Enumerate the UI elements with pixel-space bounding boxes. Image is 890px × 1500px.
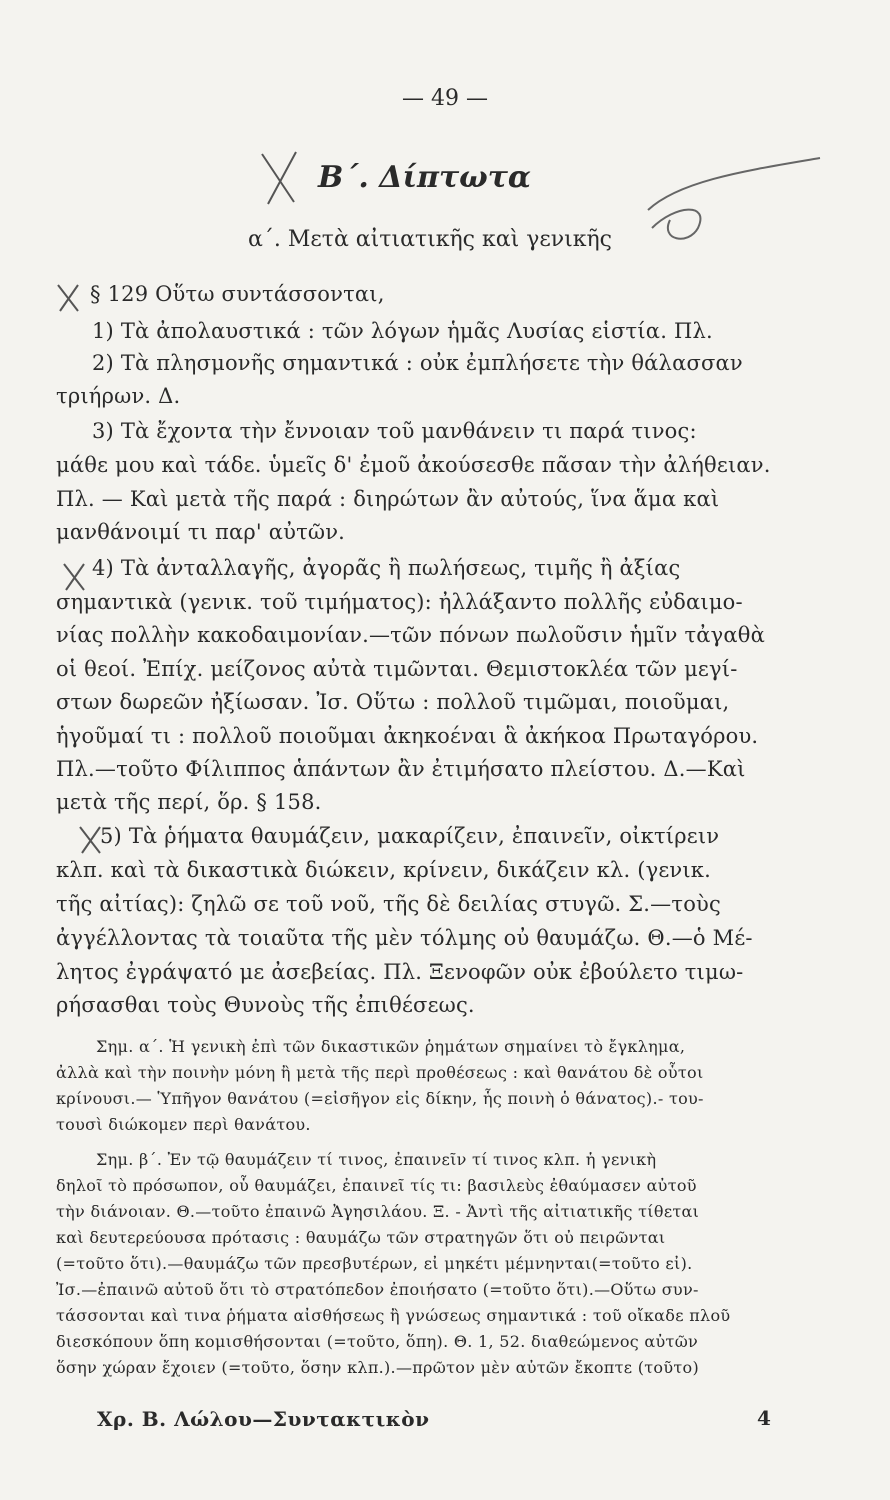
- note-line: Σημ. α΄. Ἡ γενικὴ ἐπὶ τῶν δικαστικῶν ῥημάτων σημαίνει τὸ ἔγκλημα,: [96, 1037, 686, 1056]
- handwritten-x-mark-item4: [60, 560, 90, 594]
- section-subtitle: α΄. Μετὰ αἰτιατικῆς καὶ γενικῆς: [248, 227, 612, 252]
- handwritten-x-mark-129: [54, 281, 84, 315]
- footer-signature: 4: [757, 1406, 771, 1430]
- body-line: κλπ. καὶ τὰ δικαστικὰ διώκειν, κρίνειν, δικάζειν κλ. (γενικ.: [56, 858, 712, 882]
- note-line: ὅσην χώραν ἔχοιεν (=τοῦτο, ὅσην κλπ.).—πρῶτον μὲν αὐτῶν ἔκοπτε (τοῦτο): [56, 1358, 699, 1377]
- note-line: (=τοῦτο ὅτι).—θαυμάζω τῶν πρεσβυτέρων, εἰ μηκέτι μέμνηνται(=τοῦτο εἰ).: [56, 1254, 693, 1273]
- note-line: δηλοῖ τὸ πρόσωπον, οὗ θαυμάζει, ἐπαινεῖ τίς τι: βασιλεὺς ἐθαύμασεν αὐτοῦ: [56, 1176, 697, 1195]
- body-line: μανθάνοιμί τι παρ' αὐτῶν.: [56, 520, 346, 544]
- body-line: ρήσασθαι τοὺς Θυνοὺς τῆς ἐπιθέσεως.: [56, 993, 475, 1017]
- body-line: ἡγοῦμαί τι : πολλοῦ ποιοῦμαι ἀκηκοέναι ἃ ἀκήκοα Πρωταγόρου.: [56, 724, 759, 748]
- body-line: 2) Τὰ πλησμονῆς σημαντικά : οὐκ ἐμπλήσετε τὴν θάλασσαν: [92, 351, 743, 375]
- handwritten-scribble-mark: [640, 150, 830, 250]
- body-line: οἱ θεοί. Ἐπίχ. μείζονος αὐτὰ τιμῶνται. Θεμιστοκλέα τῶν μεγί-: [56, 657, 738, 681]
- section-title: Β΄. Δίπτωτα: [318, 160, 532, 195]
- note-line: καὶ δευτερεύουσα πρότασις : θαυμάζω τῶν στρατηγῶν ὅτι οὐ πειρῶνται: [56, 1228, 666, 1247]
- body-line: μάθε μου καὶ τάδε. ὑμεῖς δ' ἐμοῦ ἀκούσεσθε πᾶσαν τὴν ἀλήθειαν.: [56, 453, 771, 477]
- note-line: τουσὶ διώκομεν περὶ θανάτου.: [56, 1115, 311, 1134]
- handwritten-x-mark-title: [254, 148, 304, 208]
- body-line: § 129 Οὕτω συντάσσονται,: [90, 282, 385, 306]
- note-line: ἀλλὰ καὶ τὴν ποινὴν μόνη ἢ μετὰ τῆς περὶ προθέσεως : καὶ θανάτου δὲ οὗτοι: [56, 1063, 704, 1082]
- body-line: 1) Τὰ ἀπολαυστικά : τῶν λόγων ἡμᾶς Λυσίας εἱστία. Πλ.: [92, 319, 713, 343]
- body-line: σημαντικὰ (γενικ. τοῦ τιμήματος): ἠλλάξαντο πολλῆς εὐδαιμο-: [56, 590, 743, 614]
- body-line: στων δωρεῶν ἠξίωσαν. Ἰσ. Οὕτω : πολλοῦ τιμῶμαι, ποιοῦμαι,: [56, 690, 730, 714]
- note-line: κρίνουσι.— Ὑπῆγον θανάτου (=εἰσῆγον εἰς δίκην, ἧς ποινὴ ὁ θάνατος).- του-: [56, 1089, 704, 1108]
- page-number: — 49 —: [402, 86, 488, 111]
- body-line: 5) Τὰ ῥήματα θαυμάζειν, μακαρίζειν, ἐπαινεῖν, οἰκτίρειν: [100, 824, 720, 848]
- note-line: διεσκόπουν ὅπη κομισθήσονται (=τοῦτο, ὅπη). Θ. 1, 52. διαθεώμενος αὐτῶν: [56, 1332, 699, 1351]
- body-line: μετὰ τῆς περί, ὅρ. § 158.: [56, 790, 322, 814]
- body-line: 3) Τὰ ἔχοντα τὴν ἔννοιαν τοῦ μανθάνειν τι παρά τινος:: [92, 419, 697, 443]
- body-line: λητος ἐγράψατό με ἀσεβείας. Πλ. Ξενοφῶν οὐκ ἐβούλετο τιμω-: [56, 960, 744, 984]
- body-line: τριήρων. Δ.: [56, 384, 181, 408]
- note-line: τάσσονται καὶ τινα ῥήματα αἰσθήσεως ἢ γνώσεως σημαντικά : τοῦ οἴκαδε πλοῦ: [56, 1306, 731, 1325]
- body-line: 4) Τὰ ἀνταλλαγῆς, ἀγορᾶς ἢ πωλήσεως, τιμῆς ἢ ἀξίας: [92, 556, 681, 580]
- body-line: τῆς αἰτίας): ζηλῶ σε τοῦ νοῦ, τῆς δὲ δειλίας στυγῶ. Σ.—τοὺς: [56, 892, 721, 916]
- body-line: νίας πολλὴν κακοδαιμονίαν.—τῶν πόνων πωλοῦσιν ἡμῖν τἀγαθὰ: [56, 623, 766, 647]
- note-line: Σημ. β΄. Ἐν τῷ θαυμάζειν τί τινος, ἐπαινεῖν τί τινος κλπ. ἡ γενικὴ: [96, 1150, 657, 1169]
- body-line: Πλ. — Καὶ μετὰ τῆς παρά : διηρώτων ἂν αὐτούς, ἵνα ἅμα καὶ: [56, 487, 720, 511]
- body-line: ἀγγέλλοντας τὰ τοιαῦτα τῆς μὲν τόλμης οὐ θαυμάζω. Θ.—ὁ Μέ-: [56, 926, 753, 950]
- footer-author-title: Χρ. Β. Λώλου—Συντακτικὸν: [97, 1407, 430, 1431]
- note-line: Ἰσ.—ἐπαινῶ αὐτοῦ ὅτι τὸ στρατόπεδον ἐποιήσατο (=τοῦτο ὅτι).—Οὕτω συν-: [56, 1280, 699, 1299]
- body-line: Πλ.—τοῦτο Φίλιππος ἁπάντων ἂν ἐτιμήσατο πλείστου. Δ.—Καὶ: [56, 757, 746, 781]
- note-line: τὴν διάνοιαν. Θ.—τοῦτο ἐπαινῶ Ἀγησιλάου. Ξ. - Ἀντὶ τῆς αἰτιατικῆς τίθεται: [56, 1202, 700, 1221]
